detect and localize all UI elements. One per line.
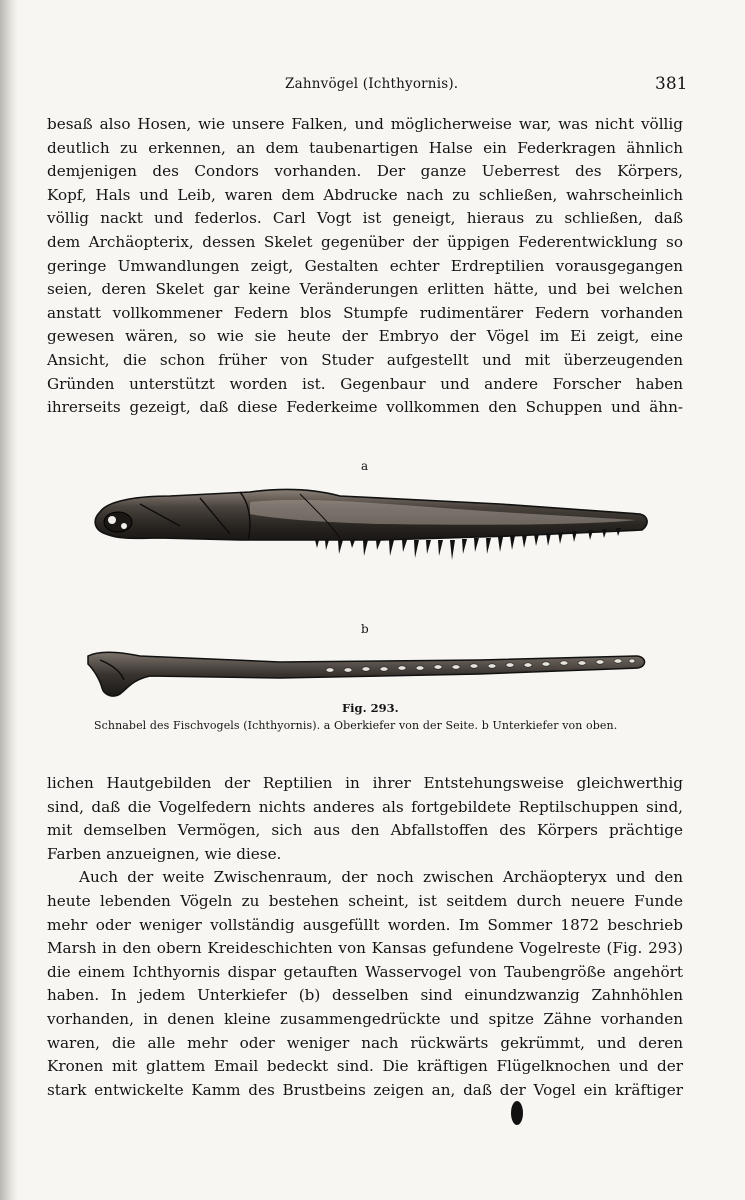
text-line: völlig nackt und federlos. Carl Vogt ist geneigt, hieraus zu schließen, daß xyxy=(47,209,683,228)
bottom-paragraphs xyxy=(47,772,683,1102)
ink-spot xyxy=(511,1101,523,1125)
text-line: waren, die alle mehr oder weniger nach rückwärts gekrümmt, und deren xyxy=(47,1033,683,1052)
text-line: seien, deren Skelet gar keine Veränderungen erlitten hätte, und bei welchen xyxy=(47,280,683,299)
lower-jaw-illustration xyxy=(80,640,660,700)
page-number: 381 xyxy=(655,74,688,94)
text-line: dem Archäopterix, dessen Skelet gegenüber der üppigen Federentwicklung so xyxy=(47,232,683,251)
text-line: Auch der weite Zwischenraum, der noch zwischen Archäopteryx und den xyxy=(79,868,683,887)
text-line: gewesen wären, so wie sie heute der Embryo der Vögel im Ei zeigt, eine xyxy=(47,327,683,346)
text-line: sind, daß die Vogelfedern nichts anderes als fortgebildete Reptilschuppen sind, xyxy=(47,797,683,816)
text-line: Marsh in den obern Kreideschichten von Kansas gefundene Vogelreste (Fig. 293) xyxy=(47,939,683,958)
upper-jaw-illustration xyxy=(80,474,660,564)
figure-number: Fig. 293. xyxy=(342,701,399,715)
text-line: besaß also Hosen, wie unsere Falken, und möglicherweise war, was nicht völlig xyxy=(47,115,683,133)
text-line: demjenigen des Condors vorhanden. Der ganze Ueberrest des Körpers, xyxy=(47,162,683,181)
text-line: Gründen unterstützt worden ist. Gegenbaur und andere Forscher haben xyxy=(47,374,683,393)
text-line: Kopf, Hals und Leib, waren dem Abdrucke nach zu schließen, wahrscheinlich xyxy=(47,185,683,204)
figure-label-b: b xyxy=(361,622,369,636)
text-line: ihrerseits gezeigt, daß diese Federkeime vollkommen den Schuppen und ähn- xyxy=(47,398,683,417)
figure-caption: Schnabel des Fischvogels (Ichthyornis). a Oberkiefer von der Seite. b Unterkiefer von oben. xyxy=(94,719,618,732)
text-line: anstatt vollkommener Federn blos Stumpfe rudimentärer Federn vorhanden xyxy=(47,303,683,322)
text-line: heute lebenden Vögeln zu bestehen scheint, ist seitdem durch neuere Funde xyxy=(47,891,683,910)
text-line: lichen Hautgebilden der Reptilien in ihrer Entstehungsweise gleichwerthig xyxy=(47,774,683,792)
running-head: Zahnvögel (Ichthyornis). xyxy=(285,76,459,92)
text-line: haben. In jedem Unterkiefer (b) desselben sind einundzwanzig Zahnhöhlen xyxy=(47,986,683,1005)
top-paragraph xyxy=(47,113,683,420)
text-line: Kronen mit glattem Email bedeckt sind. Die kräftigen Flügelknochen und der xyxy=(47,1057,683,1076)
figure-label-a: a xyxy=(361,459,369,473)
text-line: geringe Umwandlungen zeigt, Gestalten echter Erdreptilien vorausgegangen xyxy=(47,256,683,275)
text-line: Ansicht, die schon früher von Studer aufgestellt und mit überzeugenden xyxy=(47,350,683,369)
text-line: deutlich zu erkennen, an dem taubenartigen Halse ein Federkragen ähnlich xyxy=(47,138,683,157)
text-line: Farben anzueignen, wie diese. xyxy=(47,844,282,863)
page-gutter-shadow xyxy=(0,0,18,1200)
text-line: mehr oder weniger vollständig ausgefüllt worden. Im Sommer 1872 beschrieb xyxy=(47,915,683,934)
text-line: die einem Ichthyornis dispar getauften Wasservogel von Taubengröße angehört xyxy=(47,962,683,981)
text-line: vorhanden, in denen kleine zusammengedrückte und spitze Zähne vorhanden xyxy=(47,1009,683,1028)
text-line: stark entwickelte Kamm des Brustbeins zeigen an, daß der Vogel ein kräftiger xyxy=(47,1080,683,1099)
text-line: mit demselben Vermögen, sich aus den Abfallstoffen des Körpers prächtige xyxy=(47,821,683,840)
